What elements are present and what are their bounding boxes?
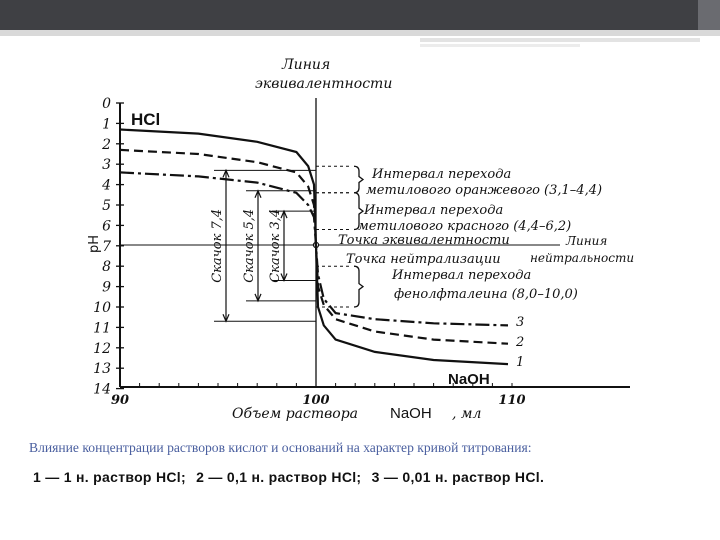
y-tick-label: 10	[93, 300, 111, 316]
y-tick-label: 7	[102, 238, 111, 255]
y-tick-label: 1	[102, 116, 111, 133]
indicator-label-line: Интервал перехода	[372, 167, 512, 182]
indicator-brace	[354, 266, 363, 307]
x-tick-label: 110	[498, 393, 526, 408]
y-axis-label: pH	[87, 234, 102, 253]
neutrality-line-label-1: Линия	[566, 234, 608, 248]
y-tick-label: 14	[93, 381, 111, 398]
legend-item-3: 3 — 0,01 н. раствор HCl.	[371, 469, 545, 485]
x-tick-label: 100	[302, 393, 330, 408]
y-tick-label: 3	[102, 157, 111, 174]
x-axis-label-reagent: NaOH	[390, 405, 432, 422]
curve-label-3: 3	[516, 315, 525, 330]
jump-label: Скачок 5,4	[242, 208, 257, 283]
neutralization-point-label: Точка нейтрализации	[346, 252, 501, 267]
indicator-brace	[354, 166, 363, 193]
x-axis-label-prefix: Объем раствора	[232, 406, 359, 422]
y-tick-label: 11	[93, 320, 111, 337]
x-tick-label: 90	[110, 393, 130, 408]
legend-item-2: 2 — 0,1 н. раствор HCl;	[196, 469, 362, 485]
y-tick-label: 0	[102, 96, 111, 112]
jump-label: Скачок 3,4	[268, 208, 283, 283]
legend-item-1: 1 — 1 н. раствор HCl;	[33, 469, 186, 485]
y-tick-label: 12	[93, 340, 111, 357]
y-tick-label: 9	[102, 279, 111, 296]
curve-label-2: 2	[516, 335, 525, 350]
curve-label-1: 1	[516, 355, 525, 370]
equivalence-line-label-1: Линия	[282, 57, 331, 73]
curve-group	[120, 130, 524, 371]
y-tick-label: 8	[102, 259, 111, 276]
indicator-label-line: метилового оранжевого (3,1–4,4)	[366, 183, 603, 198]
y-tick-label: 6	[102, 218, 111, 235]
y-tick-label: 5	[102, 198, 111, 214]
y-tick-label: 4	[102, 177, 111, 194]
equivalence-point-label: Точка эквивалентности	[338, 233, 510, 248]
x-axis-label-unit: , мл	[452, 406, 482, 422]
jump-group	[210, 170, 316, 321]
acid-label: HCl	[131, 110, 161, 129]
y-tick-label: 13	[93, 361, 111, 378]
figure-caption: Влияние концентрации растворов кислот и оснований на характер кривой титрования:	[29, 440, 532, 455]
indicator-label-line: Интервал перехода	[392, 268, 532, 283]
y-tick-label: 2	[102, 136, 111, 153]
neutrality-line-label-2: нейтральности	[530, 251, 635, 265]
indicator-label-line: Интервал перехода	[364, 203, 504, 218]
figure-legend	[33, 469, 713, 485]
jump-label: Скачок 7,4	[210, 208, 225, 283]
equivalence-line-label-2: эквивалентности	[255, 76, 393, 92]
indicator-label-line: метилового красного (4,4–6,2)	[358, 219, 572, 234]
base-label: NaOH	[448, 371, 490, 388]
indicator-label-line: фенолфталеина (8,0–10,0)	[394, 287, 578, 302]
